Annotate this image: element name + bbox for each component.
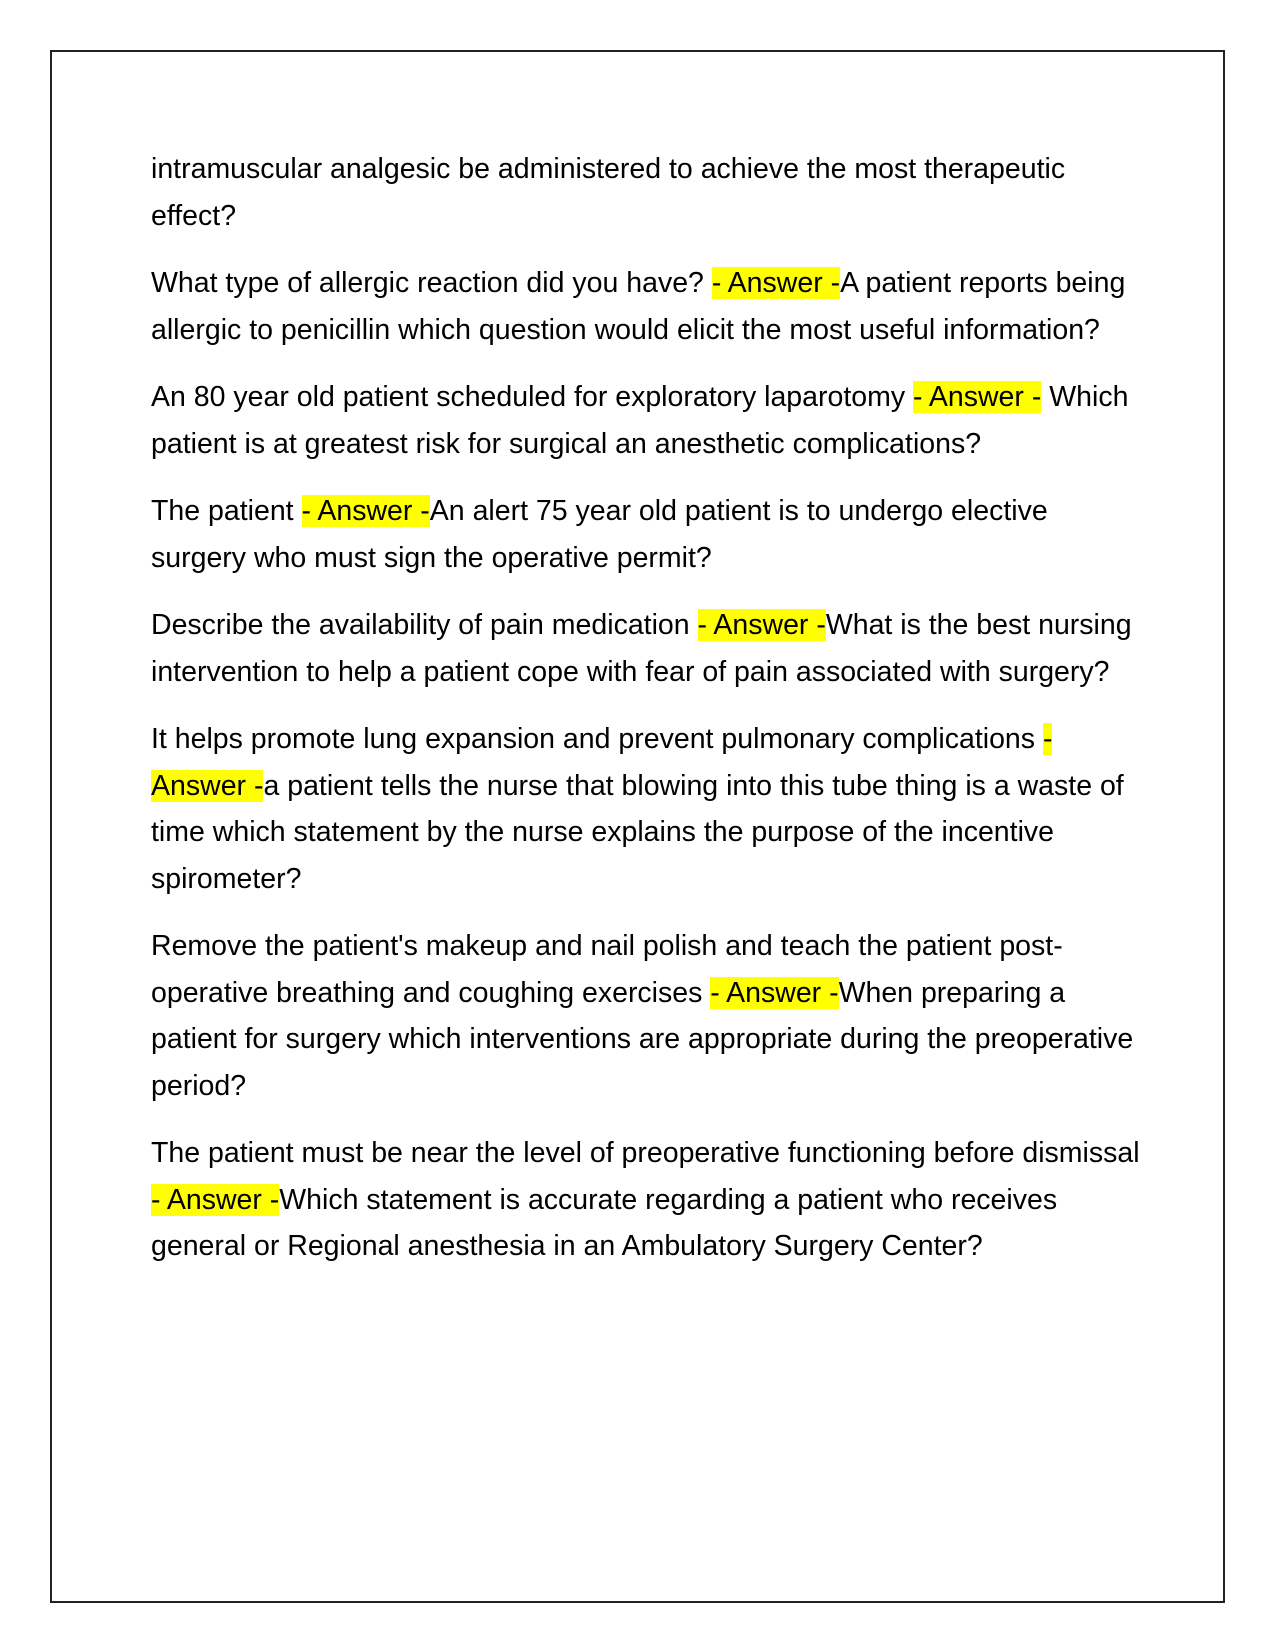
question-text: Which statement is accurate regarding a patient who receives general or Regional anesthesia in an Ambulatory Surgery Center? [151, 1183, 1058, 1262]
answer-marker-highlight: - Answer - [711, 267, 841, 299]
qa-paragraph [151, 716, 1141, 902]
answer-text: The patient must be near the level of preoperative functioning before dismissal [151, 1137, 1140, 1169]
question-text: An alert 75 year old patient is to undergo elective surgery who must sign the operative permit? [151, 495, 1048, 574]
answer-marker-highlight: - Answer - [913, 381, 1042, 413]
paragraph-continuation [151, 146, 1141, 239]
qa-paragraph [151, 260, 1141, 353]
qa-paragraph [151, 374, 1141, 467]
answer-marker-highlight: - Answer - [710, 976, 839, 1009]
question-text: What is the best nursing intervention to help a patient cope with fear of pain associated with surgery? [151, 609, 1132, 688]
qa-paragraph [151, 1130, 1141, 1270]
answer-marker-highlight: - Answer - [151, 1183, 280, 1216]
question-text: a patient tells the nurse that blowing into this tube thing is a waste of time which statement by the nurse explains the purpose of the incentive spirometer? [151, 769, 1124, 895]
answer-text: The patient [151, 495, 302, 527]
qa-paragraph [151, 488, 1141, 581]
answer-marker-highlight: - Answer - [151, 723, 1053, 802]
answer-text: An 80 year old patient scheduled for exploratory laparotomy [151, 381, 914, 413]
question-text: When preparing a patient for surgery which interventions are appropriate during the preoperative period? [151, 976, 1134, 1102]
qa-paragraph [151, 602, 1141, 695]
question-text: Which patient is at greatest risk for surgical an anesthetic complications? [151, 381, 1129, 460]
qa-paragraph [151, 923, 1141, 1109]
answer-text: Remove the patient's makeup and nail polish and teach the patient post-operative breathing and coughing exercises [151, 930, 1063, 1009]
answer-marker-highlight: - Answer - [697, 609, 826, 641]
answer-text: What type of allergic reaction did you have? [151, 267, 712, 299]
answer-text: Describe the availability of pain medication [151, 609, 698, 641]
answer-marker-highlight: - Answer - [301, 495, 430, 527]
document-body [151, 146, 1141, 1291]
question-text: intramuscular analgesic be administered to achieve the most therapeutic effect? [151, 153, 1066, 232]
answer-text: It helps promote lung expansion and prevent pulmonary complications [151, 723, 1043, 755]
question-text: A patient reports being allergic to penicillin which question would elicit the most useful information? [151, 267, 1126, 346]
